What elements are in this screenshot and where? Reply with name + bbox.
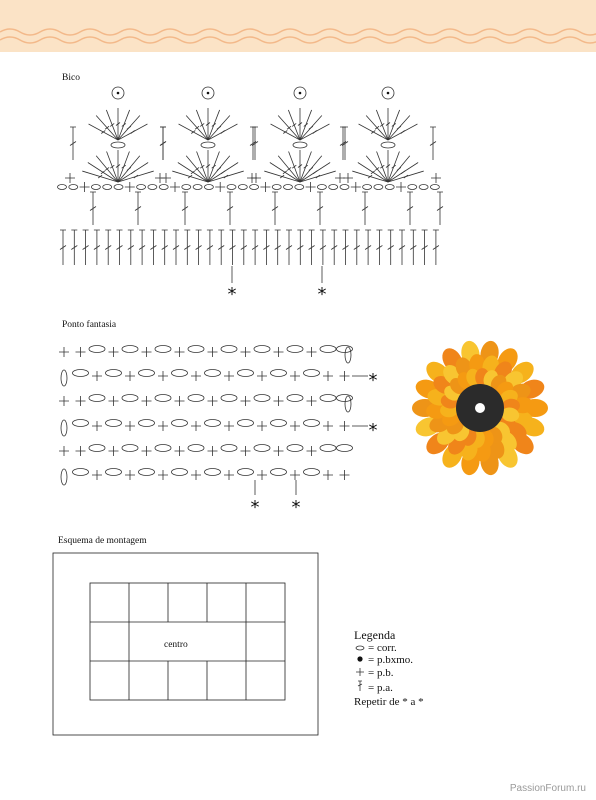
montagem-title: Esquema de montagem [58, 536, 147, 546]
legend-text: = p.b. [368, 667, 394, 679]
dot-icon [354, 654, 366, 667]
legend-item [354, 654, 424, 667]
legend-title: Legenda [354, 628, 396, 642]
watermark: PassionForum.ru [509, 783, 586, 794]
repeat-marker-start: * [250, 497, 260, 518]
ponto-fantasia-title: Ponto fantasia [62, 320, 117, 330]
legend-text: = corr. [368, 641, 397, 654]
legend-repeat: Repetir de * a * [354, 695, 424, 708]
repeat-marker-start: * [227, 284, 237, 305]
repeat-marker: * [368, 370, 378, 391]
repeat-marker: * [368, 420, 378, 441]
treble-icon [354, 680, 366, 696]
plus-icon [354, 667, 366, 681]
legend-text: = p.a. [368, 681, 393, 694]
legend-item [354, 680, 424, 696]
repeat-marker-end: * [291, 497, 301, 518]
legend-item [354, 642, 424, 655]
chain-oval-icon [354, 642, 366, 655]
bico-title: Bico [62, 73, 80, 83]
centro-label: centro [164, 640, 188, 650]
legend-text: = p.bxmo. [368, 654, 414, 666]
legend-item [354, 667, 424, 681]
repeat-marker-end: * [317, 284, 327, 305]
legend [354, 629, 424, 708]
